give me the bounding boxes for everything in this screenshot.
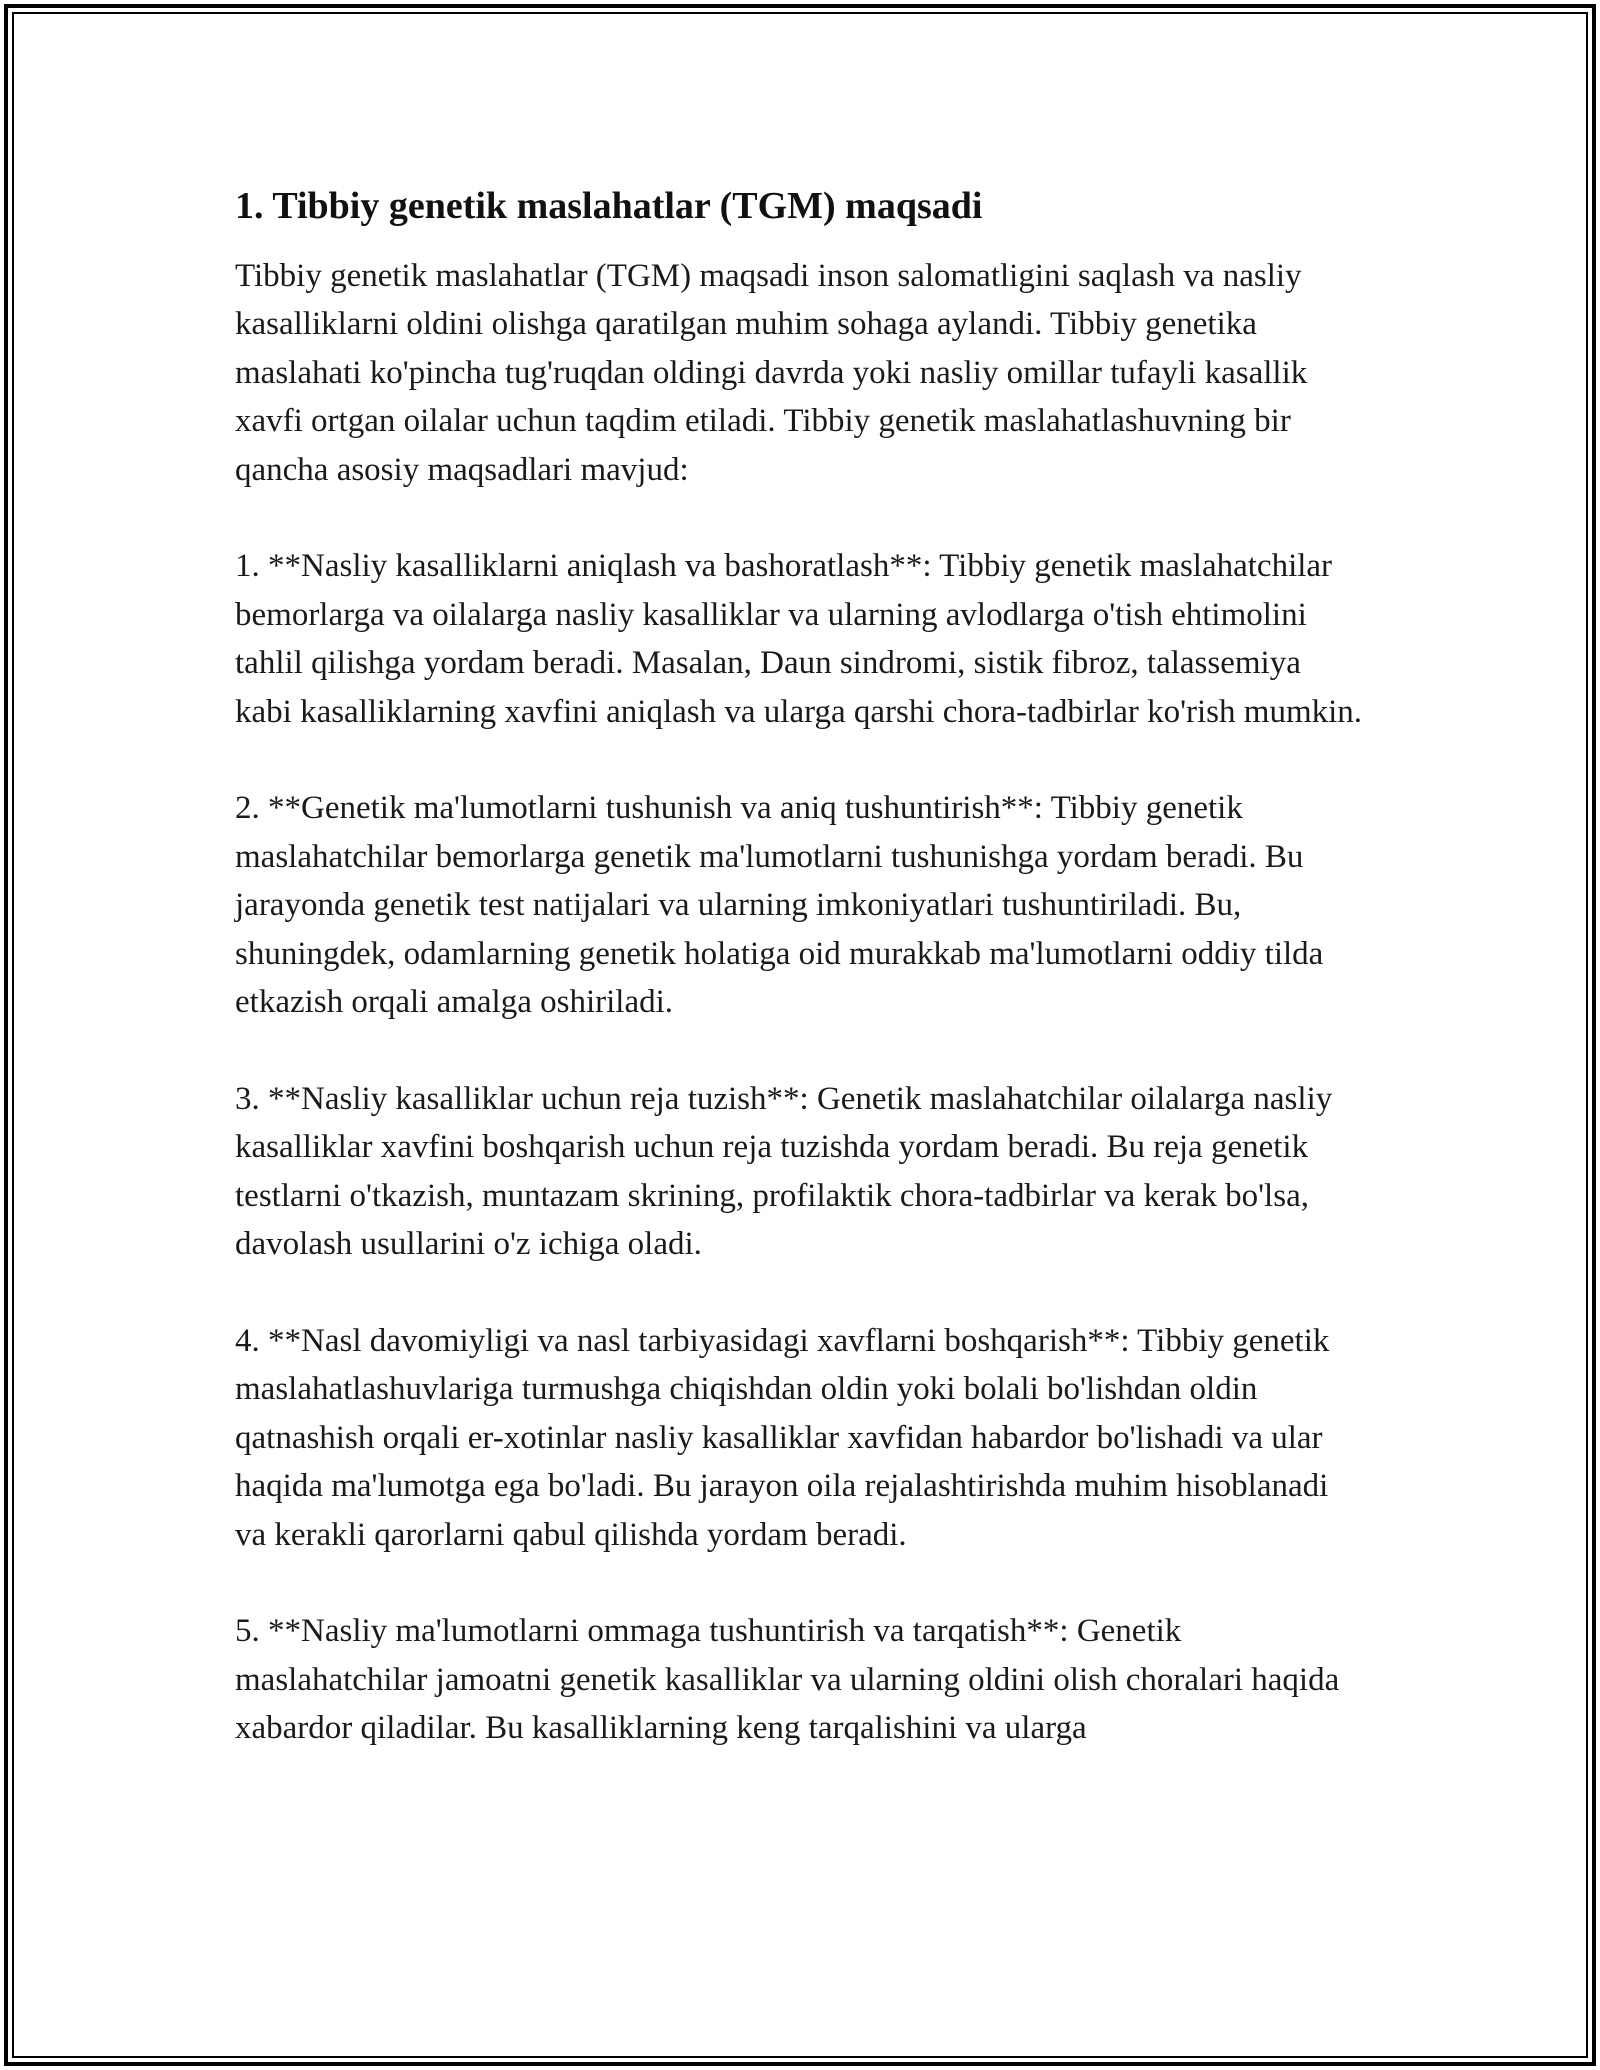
paragraph-item-5: 5. **Nasliy ma'lumotlarni ommaga tushuntirish va tarqatish**: Genetik maslahatchilar jamoatni genetik kasalliklar va ularning oldini olish choralari haqida xabardor qiladilar. Bu kasalliklarning keng tarqalishini va ularga [235, 1613, 1340, 1747]
paragraph-item-1: 1. **Nasliy kasalliklarni aniqlash va bashoratlash**: Tibbiy genetik maslahatchilar bemorlarga va oilalarga nasliy kasalliklar va ularning avlodlarga o'tish ehtimolini tahlil qilishga yordam beradi. Masalan, Daun sindromi, sistik fibroz, talassemiya kabi kasalliklarning xavfini aniqlash va ularga qarshi chora-tadbirlar ko'rish mumkin. [235, 548, 1363, 730]
paragraph-item-4: 4. **Nasl davomiyligi va nasl tarbiyasidagi xavflarni boshqarish**: Tibbiy genetik maslahatlashuvlariga turmushga chiqishdan oldin yoki bolali bo'lishdan oldin qatnashish orqali er-xotinlar nasliy kasalliklar xavfidan habardor bo'lishadi va ular haqida ma'lumotga ega bo'ladi. Bu jarayon oila rejalashtirishda muhim hisoblanadi va kerakli qarorlarni qabul qilishda yordam beradi. [235, 1322, 1330, 1553]
paragraph-item-3: 3. **Nasliy kasalliklar uchun reja tuzish**: Genetik maslahatchilar oilalarga nasliy kasalliklar xavfini boshqarish uchun reja tuzishda yordam beradi. Bu reja genetik testlarni o'tkazish, muntazam skrining, profilaktik chora-tadbirlar va kerak bo'lsa, davolash usullarini o'z ichiga oladi. [235, 1080, 1333, 1263]
paragraph-item-2: 2. **Genetik ma'lumotlarni tushunish va aniq tushuntirish**: Tibbiy genetik maslahatchilar bemorlarga genetik ma'lumotlarni tushunishga yordam beradi. Bu jarayonda genetik test natijalari va ularning imkoniyatlari tushuntiriladi. Bu, shuningdek, odamlarning genetik holatiga oid murakkab ma'lumotlarni oddiy tilda etkazish orqali amalga oshiriladi. [235, 790, 1324, 1021]
document-body [235, 182, 1365, 1801]
page-title: 1. Tibbiy genetik maslahatlar (TGM) maqsadi [235, 185, 983, 227]
intro-paragraph: Tibbiy genetik maslahatlar (TGM) maqsadi inson salomatligini saqlash va nasliy kasalliklarni oldini olishga qaratilgan muhim sohaga aylandi. Tibbiy genetika maslahati ko'pincha tug'ruqdan oldingi davrda yoki nasliy omillar tufayli kasallik xavfi ortgan oilalar uchun taqdim etiladi. Tibbiy genetik maslahatlashuvning bir qancha asosiy maqsadlari mavjud: [235, 258, 1308, 488]
